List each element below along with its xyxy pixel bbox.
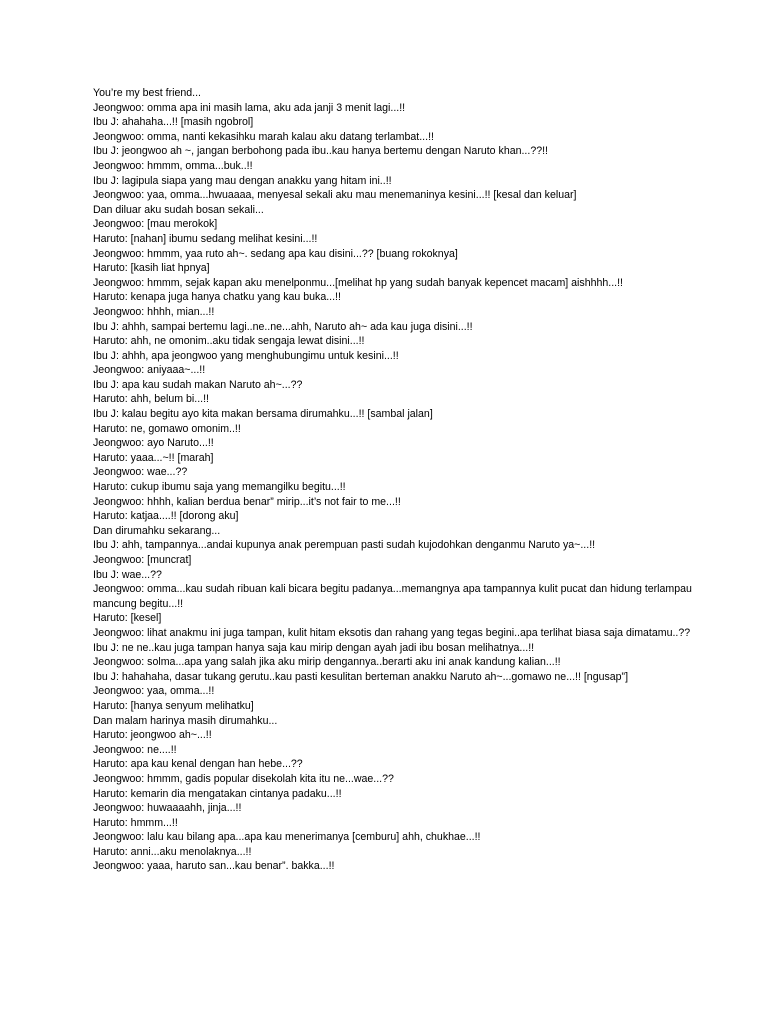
text-line: Haruto: ne, gomawo omonim..!! [93,422,241,435]
text-line: Ibu J: ahahaha...!! [masih ngobrol] [93,116,254,129]
text-line: Haruto: [kesel] [93,612,162,625]
document-page [93,86,733,874]
text-line: Haruto: katjaa....!! [dorong aku] [93,510,239,523]
text-line: Ibu J: wae...?? [93,568,162,581]
text-line: Jeongwoo: lalu kau bilang apa...apa kau menerimanya [cemburu] ahh, chukhae...!! [93,831,481,844]
text-line: Ibu J: ahhh, sampai bertemu lagi..ne..ne...ahh, Naruto ah~ ada kau juga disini...!! [93,320,473,333]
text-line: Haruto: apa kau kenal dengan han hebe...?? [93,758,303,771]
text-line: Ibu J: ne ne..kau juga tampan hanya saja kau mirip dengan ayah jadi ibu bosan melihatnya...!! [93,641,535,654]
text-line: Jeongwoo: hmmm, omma...buk..!! [93,159,253,172]
text-line: Jeongwoo: yaaa, haruto san...kau benar”. bakka...!! [93,860,335,873]
text-line: Haruto: kenapa juga hanya chatku yang kau buka...!! [93,291,341,304]
text-line: Jeongwoo: huwaaaahh, jinja...!! [93,802,242,815]
text-line: Jeongwoo: wae...?? [93,466,188,479]
text-line: Haruto: [nahan] ibumu sedang melihat kesini...!! [93,232,318,245]
text-line: Haruto: kemarin dia mengatakan cintanya padaku...!! [93,787,342,800]
text-line: Haruto: cukup ibumu saja yang memangilku begitu...!! [93,481,346,494]
text-line: Ibu J: lagipula siapa yang mau dengan anakku yang hitam ini..!! [93,174,392,187]
text-line: You’re my best friend... [93,87,201,99]
text-line: Ibu J: hahahaha, dasar tukang gerutu..kau pasti kesulitan berteman anakku Naruto ah~...gomawo ne...!! [ngusap”] [93,670,629,683]
text-line: Jeongwoo: hmmm, sejak kapan aku menelponmu...[melihat hp yang sudah banyak kepencet macam] aishhhh...!! [93,276,623,289]
text-line: Jeongwoo: ayo Naruto...!! [93,437,214,450]
text-line: Jeongwoo: omma, nanti kekasihku marah kalau aku datang terlambat...!! [93,130,434,143]
text-line: Haruto: yaaa...~!! [marah] [93,451,214,464]
text-line: Jeongwoo: [muncrat] [93,554,192,566]
text-line: Jeongwoo: hhhh, kalian berdua benar” mirip...it’s not fair to me...!! [93,495,401,508]
text-line: Haruto: anni...aku menolaknya...!! [93,845,252,858]
text-line: Haruto: [hanya senyum melihatku] [93,699,254,712]
text-line: Ibu J: apa kau sudah makan Naruto ah~...?? [93,378,303,391]
text-line: Jeongwoo: yaa, omma...hwuaaaa, menyesal sekali aku mau menemaninya kesini...!! [kesal dan keluar] [93,189,577,202]
text-line: Ibu J: kalau begitu ayo kita makan bersama dirumahku...!! [sambal jalan] [93,408,433,421]
text-line: Jeongwoo: aniyaaa~...!! [93,364,206,377]
text-line: Ibu J: ahh, tampannya...andai kupunya anak perempuan pasti sudah kujodohkan denganmu Naruto ya~...!! [93,539,596,552]
text-line: Jeongwoo: yaa, omma...!! [93,685,215,698]
text-line: Jeongwoo: [mau merokok] [93,218,218,231]
text-line: Jeongwoo: solma...apa yang salah jika aku mirip dengannya..berarti aku ini anak kandung kalian...!! [93,656,561,669]
text-line: Jeongwoo: omma...kau sudah ribuan kali bicara begitu padanya...memangnya apa tampannya kulit pucat dan hidung terlampau mancung begitu...!! [93,583,695,610]
text-line: Dan dirumahku sekarang... [93,524,221,537]
text-line: Haruto: hmmm...!! [93,816,178,829]
text-line: Jeongwoo: hhhh, mian...!! [93,305,215,318]
text-line: Haruto: ahh, belum bi...!! [93,393,210,406]
text-line: Dan diluar aku sudah bosan sekali... [93,203,264,216]
text-line: Haruto: [kasih liat hpnya] [93,262,210,275]
text-line: Ibu J: jeongwoo ah ~, jangan berbohong pada ibu..kau hanya bertemu dengan Naruto khan...??!! [93,145,548,158]
text-line: Ibu J: ahhh, apa jeongwoo yang menghubungimu untuk kesini...!! [93,349,399,362]
text-line: Jeongwoo: ne....!! [93,743,177,756]
text-line: Dan malam harinya masih dirumahku... [93,714,278,727]
text-line: Jeongwoo: lihat anakmu ini juga tampan, kulit hitam eksotis dan rahang yang tegas begini..apa terlihat biasa saja dimatamu..?? [93,626,691,639]
text-line: Haruto: jeongwoo ah~...!! [93,729,212,742]
text-line: Jeongwoo: hmmm, yaa ruto ah~. sedang apa kau disini...?? [buang rokoknya] [93,247,458,260]
text-line: Jeongwoo: omma apa ini masih lama, aku ada janji 3 menit lagi...!! [93,101,406,114]
text-line: Jeongwoo: hmmm, gadis popular disekolah kita itu ne...wae...?? [93,772,394,785]
text-line: Haruto: ahh, ne omonim..aku tidak sengaja lewat disini...!! [93,335,365,348]
